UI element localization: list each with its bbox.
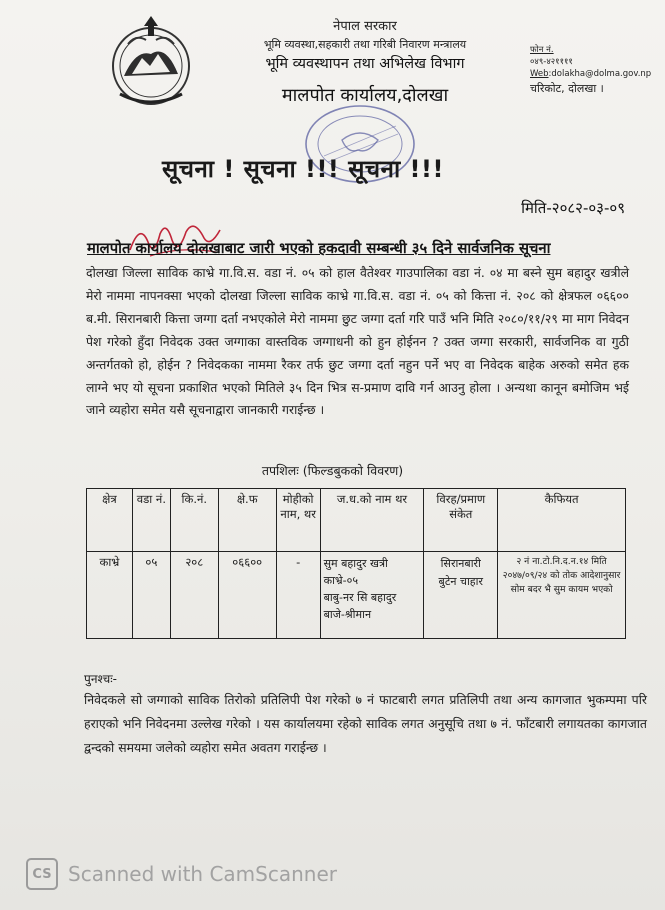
camscanner-logo-icon: CS [26, 858, 58, 890]
table-header-cell: कैफियत [498, 489, 626, 552]
cell-area: काभ्रे [87, 552, 133, 639]
department-name: भूमि व्यवस्थापन तथा अभिलेख विभाग [265, 56, 465, 72]
notice-body: दोलखा जिल्ला साविक काभ्रे गा.वि.स. वडा नं. ०५ को हाल वैतेश्वर गाउपालिका वडा नं. ०४ मा बस्ने सुम बहादुर खत्रीले मेरो नाममा नापनक्सा भएको दोलखा जिल्ला साविक काभ्रे गा.वि.स. वडा नं. ०५ को कित्ता नं. २०८ को क्षेत्रफल ०६६०० ब.मी. सिरानबारी कित्ता जग्गा दर्ता नभएकोले मेरो नाममा छुट जग्गा दर्ता गरि पाउँ भनि मिति २०८०/११/२९ मा माग निवेदन पेश गरेको हुँदा निवेदक उक्त जग्गाका वास्तविक जग्गाधनी को हुन होईनन ? उक्त जग्गा सरकारी, सार्वजनिक वा गुठी अन्तर्गतको हो, होईन ? निवेदकका नाममा रैकर तर्फ छुट जग्गा दर्ता नहुन पर्ने भए वा निवेदक बाहेक अरुको समेत हक लाग्ने भए यो सूचना प्रकाशित भएको मितिले ३५ दिन भित्र स-प्रमाण दावि गर्न आउनु होला । अन्यथा कानून बमोजिम भई जाने व्यहोरा समेत यसै सूचनाद्वारा जानकारी गराईन्छ । [86, 265, 629, 418]
web-address: :dolakha@dolma.gov.np [548, 69, 652, 79]
cell-size: ०६६०० [218, 552, 276, 639]
office-header [200, 18, 530, 111]
phone-number: ०४९-४२११११ [530, 57, 573, 67]
cell-kitta: २०८ [170, 552, 218, 639]
cell-remarks: २ नं ना.टो.नि.द.न.१४ मिति २०४७/०९/२४ को तोक आदेशानुसार सोम बदर भै सुम कायम भएको [498, 552, 626, 639]
web-label: Web [530, 69, 549, 79]
nepal-government-emblem-icon [106, 14, 196, 110]
table-row [87, 552, 626, 639]
camscanner-text: Scanned with CamScanner [68, 862, 337, 886]
cell-proof [424, 552, 498, 639]
table-header-cell: वडा नं. [132, 489, 170, 552]
ministry-name: भूमि व्यवस्था,सहकारी तथा गरिबी निवारण मन्त्रालय [263, 38, 467, 51]
owner-father: बाबु-नर सि बहादुर [323, 591, 397, 604]
postscript-label: पुनश्चः- [84, 672, 117, 686]
table-header-cell: ज.ध.को नाम थर [320, 489, 424, 552]
postscript-body: निवेदकले सो जग्गाको साविक तिरोको प्रतिलिपी पेश गरेको ७ नं फाटबारी लगत प्रतिलिपी तथा अन्य कागजात भुकम्पमा परि हराएको भनि निवेदनमा उल्लेख गरेको । यस कार्यालयमा रहेको साविक लगत अनुसूचि तथा ७ नं. फाँटबारी लगायतका कागजात द्वन्दको समयमा जलेको व्यहोरा समेत अवतग गराईन्छ । [84, 692, 647, 755]
cell-tenant: - [276, 552, 320, 639]
table-header-cell: मोहीको नाम, थर [276, 489, 320, 552]
office-address: चरिकोट, दोलखा । [530, 82, 604, 95]
owner-name: सुम बहादुर खत्री [323, 557, 388, 570]
table-header-cell: विरह/प्रमाण संकेत [424, 489, 498, 552]
fieldbook-details-table [86, 488, 626, 639]
table-header-cell: कि.नं. [170, 489, 218, 552]
camscanner-watermark [26, 858, 337, 890]
cell-ward: ०५ [132, 552, 170, 639]
proof-line-2: बुटेन चाहार [438, 575, 483, 588]
table-header-row [87, 489, 626, 552]
cell-owner [320, 552, 424, 639]
proof-line-1: सिरानबारी [440, 557, 481, 570]
contact-block [530, 44, 651, 95]
notice-heading: सूचना ! सूचना !!! सूचना !!! [162, 155, 444, 183]
office-name: मालपोत कार्यालय,दोलखा [281, 85, 449, 106]
notice-date: मिति-२०८२-०३-०९ [521, 199, 625, 217]
details-title: तपशिलः (फिल्डबुकको विवरण) [261, 463, 404, 478]
owner-grandfather: बाजे-श्रीमान [323, 608, 372, 621]
table-header-cell: क्षे.फ [218, 489, 276, 552]
government-name: नेपाल सरकार [333, 19, 397, 34]
owner-address: काभ्रे-०५ [323, 574, 359, 587]
phone-label: फोन नं. [530, 45, 554, 55]
table-header-cell: क्षेत्र [87, 489, 133, 552]
notice-subject: मालपोत कार्यालय दोलखाबाट जारी भएको हकदावी सम्बन्धी ३५ दिने सार्वजनिक सूचना [87, 240, 551, 257]
